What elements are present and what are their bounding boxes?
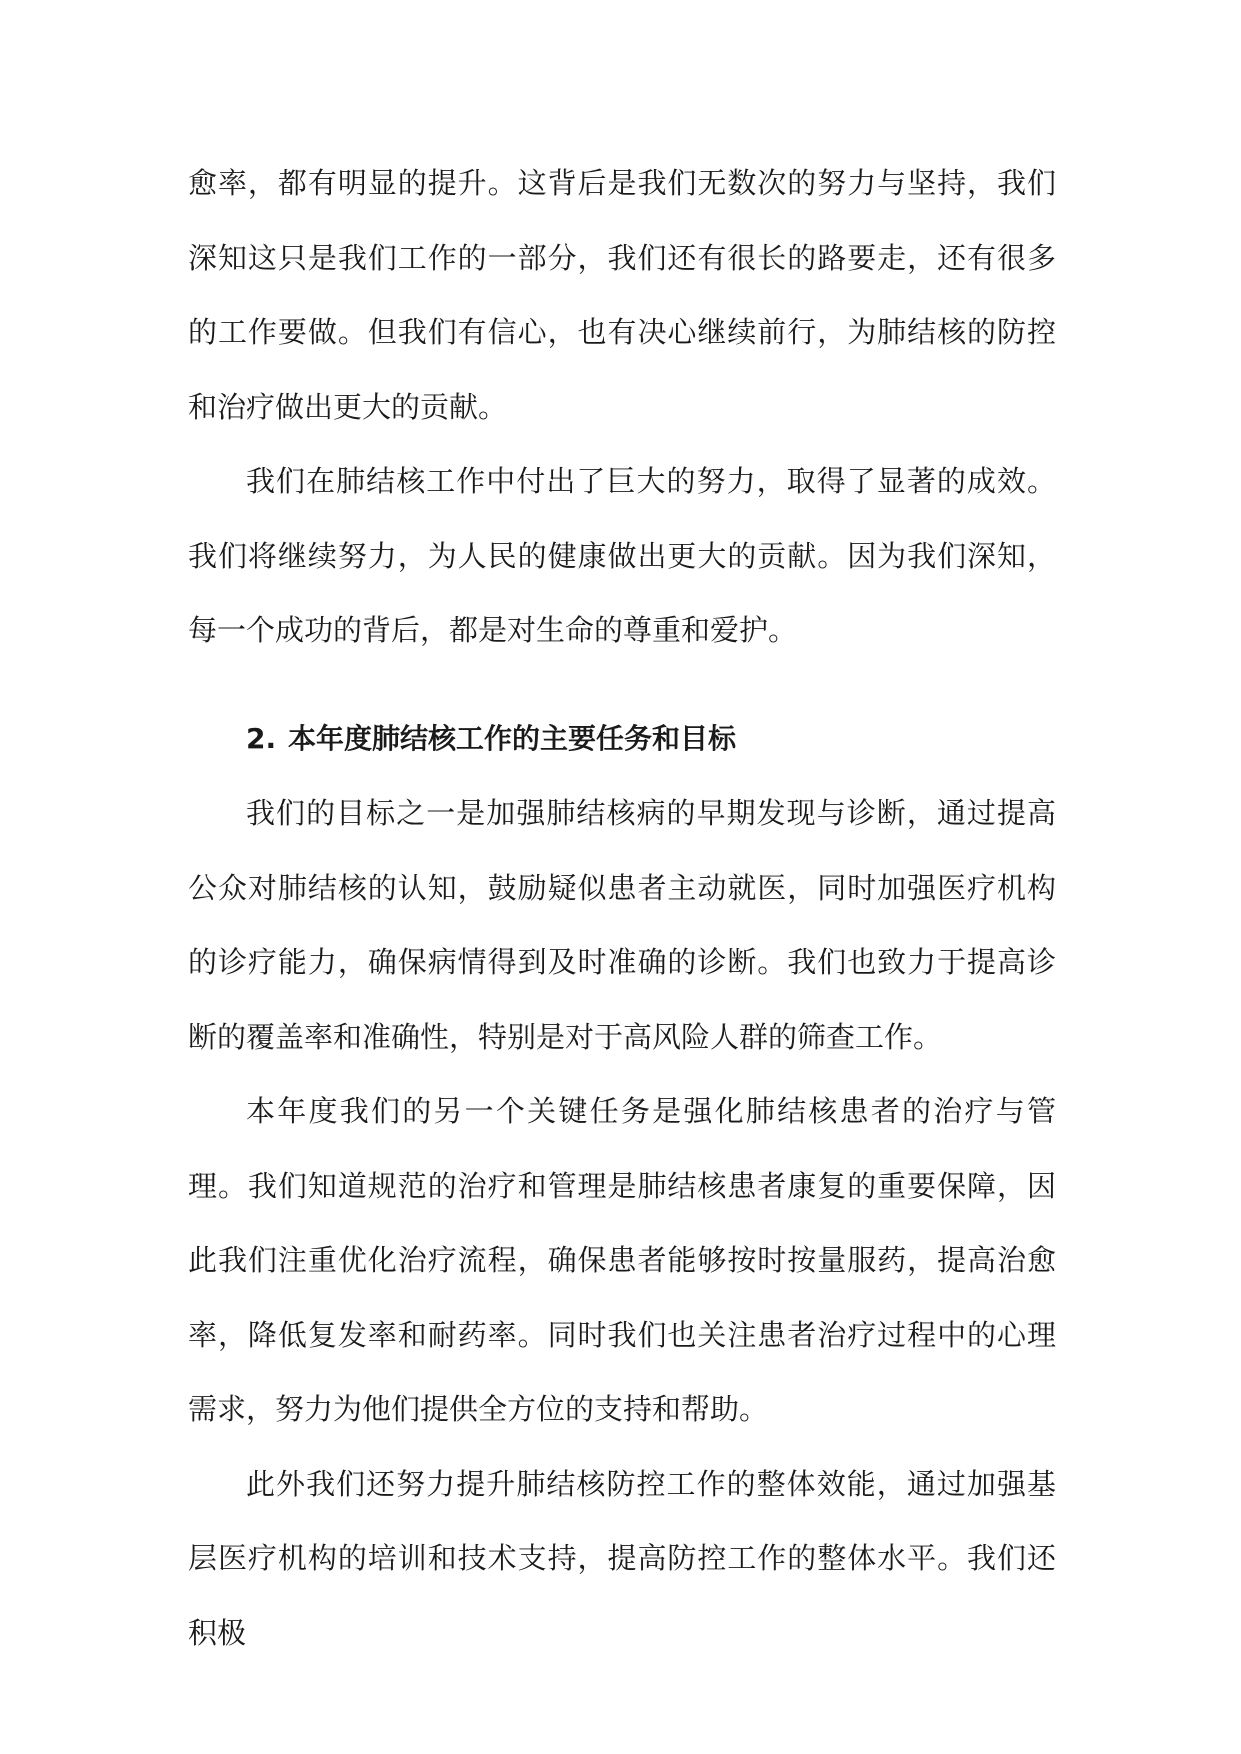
document-body <box>188 146 1056 1670</box>
paragraph-efforts-summary: 我们在肺结核工作中付出了巨大的努力，取得了显著的成效。我们将继续努力，为人民的健康做出更大的贡献。因为我们深知，每一个成功的背后，都是对生命的尊重和爱护。 <box>188 464 1056 647</box>
paragraph-continued: 愈率，都有明显的提升。这背后是我们无数次的努力与坚持，我们深知这只是我们工作的一部分，我们还有很长的路要走，还有很多的工作要做。但我们有信心，也有决心继续前行，为肺结核的防控和治疗做出更大的贡献。 <box>188 166 1056 424</box>
section-title: 本年度肺结核工作的主要任务和目标 <box>288 721 737 755</box>
section-heading <box>188 702 1056 777</box>
paragraph-early-diagnosis: 我们的目标之一是加强肺结核病的早期发现与诊断，通过提高公众对肺结核的认知，鼓励疑似患者主动就医，同时加强医疗机构的诊疗能力，确保病情得到及时准确的诊断。我们也致力于提高诊断的覆盖率和准确性，特别是对于高风险人群的筛查工作。 <box>188 796 1056 1054</box>
paragraph-treatment-management: 本年度我们的另一个关键任务是强化肺结核患者的治疗与管理。我们知道规范的治疗和管理是肺结核患者康复的重要保障，因此我们注重优化治疗流程，确保患者能够按时按量服药，提高治愈率，降低复发率和耐药率。同时我们也关注患者治疗过程中的心理需求，努力为他们提供全方位的支持和帮助。 <box>188 1094 1056 1426</box>
paragraph-overall-efficiency: 此外我们还努力提升肺结核防控工作的整体效能，通过加强基层医疗机构的培训和技术支持，提高防控工作的整体水平。我们还积极 <box>188 1466 1056 1650</box>
section-number: 2. <box>246 721 277 755</box>
